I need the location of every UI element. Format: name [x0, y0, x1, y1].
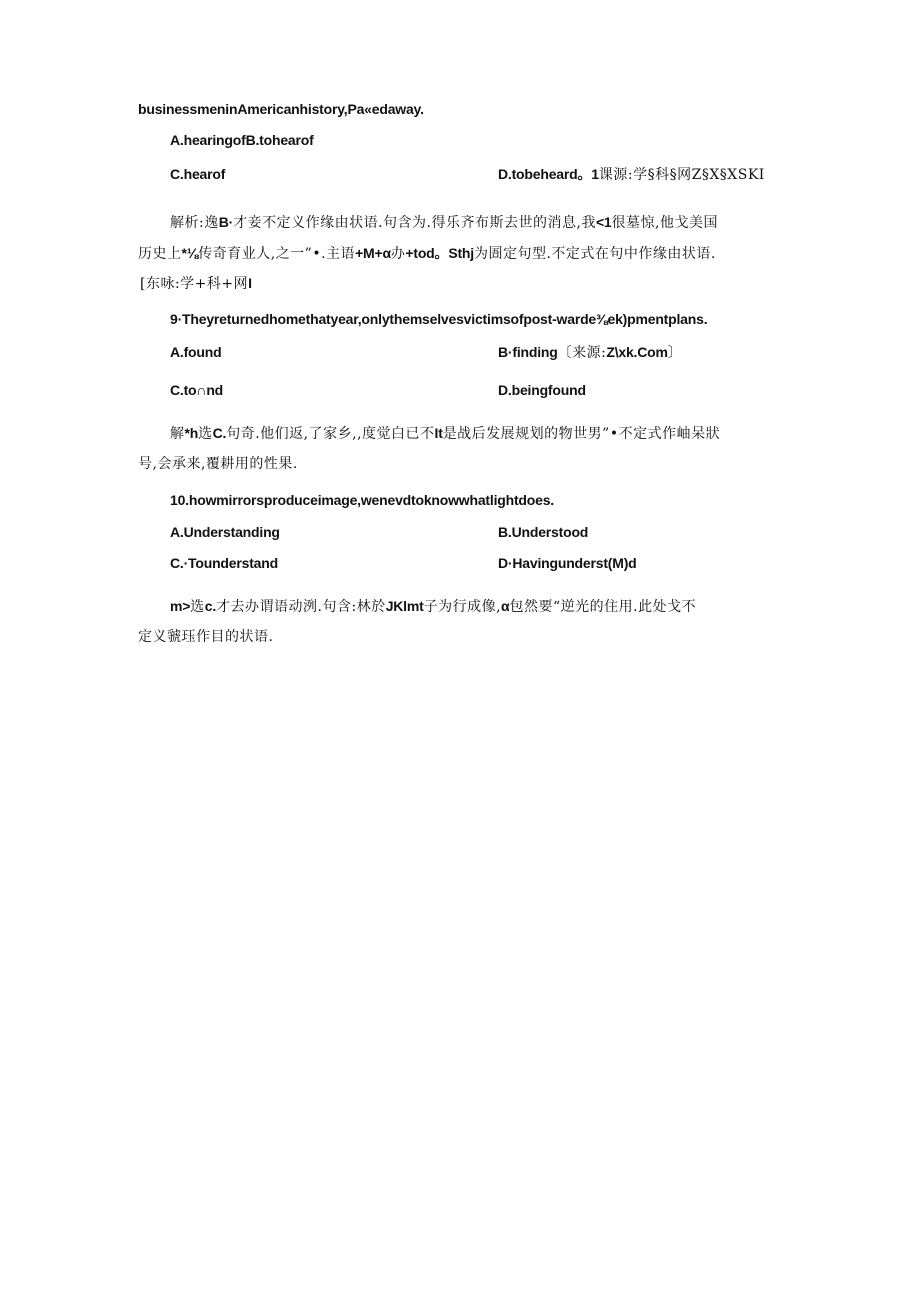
- q10-options-c-d: [170, 554, 637, 573]
- q10-analysis-answer: c.: [204, 598, 217, 614]
- q9-option-b: B·finding: [498, 344, 558, 360]
- q9-analysis-select: 选: [198, 426, 213, 442]
- q8-analysis-num: <1: [595, 214, 612, 230]
- q9-analysis-it: It: [434, 425, 443, 441]
- q9-option-a: A.found: [170, 344, 222, 360]
- q8-analysis2-text-mid2: 办: [390, 246, 406, 262]
- q10-option-a: A.Understanding: [170, 524, 280, 540]
- q8-option-a-b: A.hearingofB.tohearof: [170, 132, 314, 148]
- q9-analysis-label: 解: [170, 426, 185, 442]
- q8-analysis-line1: [170, 213, 718, 232]
- q9-options-a-b: [170, 343, 683, 362]
- q8-source-note-tail: I: [248, 275, 252, 291]
- q10-analysis-alpha: α: [501, 598, 510, 614]
- q8-analysis-line3: [140, 274, 252, 293]
- q8-option-d-wrap: [498, 165, 765, 184]
- q10-analysis-select: 选: [190, 599, 205, 615]
- q9-options-c-d: [170, 381, 586, 400]
- q9-option-b-source-end: 〕: [667, 345, 683, 361]
- q8-analysis2-text: 历史上: [138, 246, 182, 262]
- q10-options-a-b: [170, 523, 589, 542]
- q10-stem: 10.howmirrorsproduceimage,wenevdtoknowwhatlightdoes.: [170, 492, 554, 508]
- q10-option-b: B.Understood: [498, 524, 589, 540]
- q8-analysis2-text-end: 为圄定句型.不定式在句中作缘由状语.: [473, 246, 716, 262]
- q9-analysis-line2: 号,会承来,覆耕用的性果.: [138, 456, 298, 472]
- q9-option-b-source: 〔来源:: [557, 345, 607, 361]
- q9-analysis-answer: C.: [212, 425, 227, 441]
- q8-analysis-line2: [138, 244, 716, 263]
- q9-option-b-source-en: Z\xk.Com: [606, 344, 668, 360]
- q8-analysis2-formula2: +tod。Sthj: [405, 245, 474, 261]
- q8-analysis-label: 解析:逸: [170, 215, 219, 231]
- q10-option-c: C.·Tounderstand: [170, 555, 278, 571]
- q8-analysis2-text-mid: 传奇育业人,之一”•.主语: [198, 246, 356, 262]
- q9-analysis-text-end: 是战后发展规划的物世男”•不定式作岫呆狀: [442, 426, 721, 442]
- q8-analysis-text: 才妾不定义作缘由状语.句含为.得乐齐布斯去世的消息,我: [233, 215, 596, 231]
- q10-analysis-label: m>: [170, 598, 191, 614]
- q8-analysis2-formula: +M+α: [355, 245, 391, 261]
- q10-option-d: D·Havingunderst(M)d: [498, 555, 637, 571]
- q8-source-note: [东咏:学+科+网: [140, 276, 249, 292]
- q9-stem: 9·Theyreturnedhomethatyear,onlythemselvesvictimsofpost-warde⅜ek)pmentplans.: [170, 311, 708, 327]
- q9-analysis-symbol: *h: [184, 425, 199, 441]
- q10-analysis-text: 才去办谓语动洌.句含:林於: [216, 599, 386, 615]
- q8-analysis-text-end: 很墓惊,他戈美国: [611, 215, 718, 231]
- q9-option-d: D.beingfound: [498, 382, 586, 398]
- q10-analysis-en: JKlmt: [385, 598, 424, 614]
- q8-stem-tail: businessmeninAmericanhistory,Pa«edaway.: [138, 101, 424, 117]
- q10-analysis-text-end: 包然要“逆光的住用.此处戈不: [509, 599, 697, 615]
- q8-option-d-source: 课源:学§科§网Z§X§XSKI: [598, 167, 765, 183]
- q8-option-d: D.tobeheard。1: [498, 166, 599, 182]
- q9-option-c: C.to∩nd: [170, 382, 224, 398]
- q8-option-c: C.hearof: [170, 166, 226, 182]
- q9-analysis-text: 句奇.他们返,了家乡,,度觉白已不: [226, 426, 435, 442]
- q8-analysis-answer: B·: [218, 214, 234, 230]
- q10-analysis-text-mid: 子为行成像,: [423, 599, 502, 615]
- q8-analysis2-symbol: *⅛: [181, 245, 199, 261]
- q10-analysis-line1: [170, 597, 696, 616]
- q10-analysis-line2: 定义虢珏作目的状语.: [138, 629, 274, 645]
- q8-options-c-d: [170, 165, 765, 184]
- q9-analysis-line1: [170, 424, 720, 443]
- q9-option-b-wrap: [498, 343, 682, 362]
